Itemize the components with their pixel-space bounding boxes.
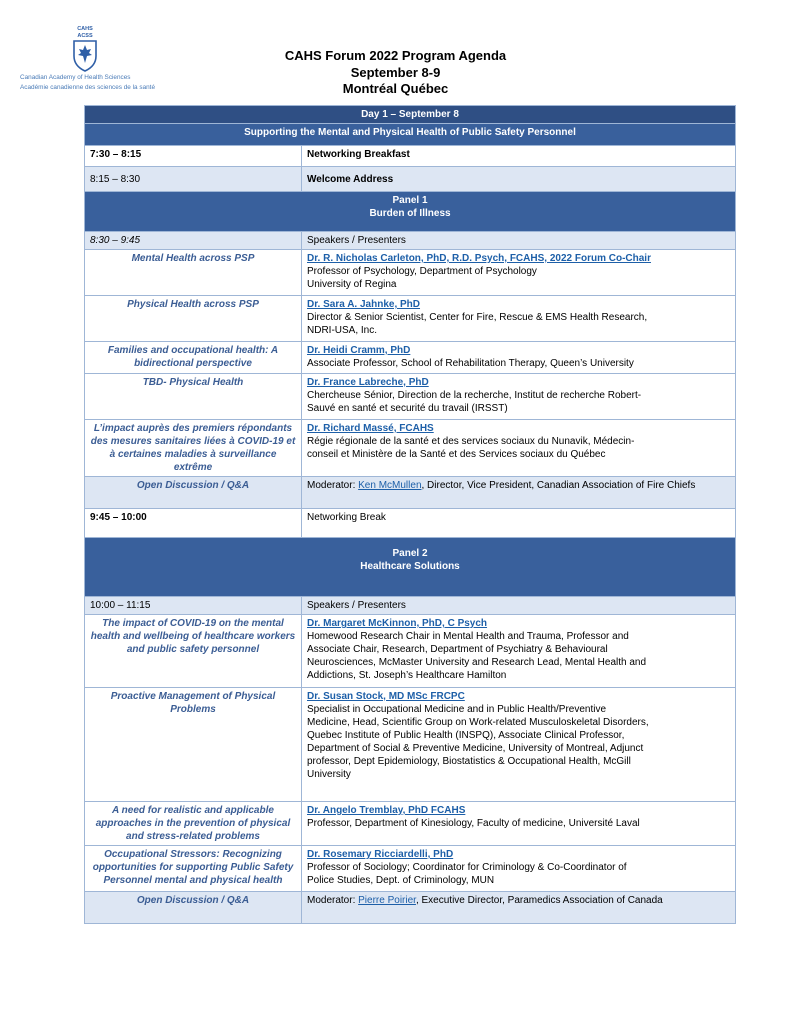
speaker-link[interactable]: Dr. Heidi Cramm, PhD bbox=[307, 345, 411, 356]
talk-speaker bbox=[302, 420, 736, 477]
panel-label: Panel 2 bbox=[392, 548, 428, 559]
speaker-affiliation: University bbox=[307, 769, 351, 780]
speaker-affiliation: Neurosciences, McMaster University and Research Lead, Mental Health and bbox=[307, 657, 647, 668]
theme-row bbox=[85, 124, 736, 146]
speaker-link[interactable]: Dr. R. Nicholas Carleton, PhD, R.D. Psych, FCAHS, 2022 Forum Co-Chair bbox=[307, 253, 651, 264]
talk-speaker bbox=[302, 846, 736, 892]
speaker-affiliation: Associate Professor, School of Rehabilitation Therapy, Queen’s University bbox=[307, 358, 634, 369]
session-title: Networking Break bbox=[302, 509, 736, 538]
speaker-affiliation: NDRI-USA, Inc. bbox=[307, 325, 378, 336]
speaker-affiliation: Régie régionale de la santé et des services sociaux du Nunavik, Médecin- bbox=[307, 436, 635, 447]
talk-topic: Occupational Stressors: Recognizing opportunities for supporting Public Safety Personnel mental and physical health bbox=[85, 846, 302, 892]
talk-topic: Families and occupational health: A bidirectional perspective bbox=[85, 342, 302, 374]
org-name-fr: Académie canadienne des sciences de la santé bbox=[20, 84, 156, 91]
speaker-affiliation: conseil et Ministère de la Santé et des Services sociaux du Québec bbox=[307, 449, 606, 460]
moderator-prefix: Moderator: bbox=[307, 480, 359, 491]
moderator-link[interactable]: Ken McMullen bbox=[358, 480, 422, 491]
speakers-label: Speakers / Presenters bbox=[302, 232, 736, 250]
time-slot: 8:15 – 8:30 bbox=[85, 167, 302, 192]
panel-label: Panel 1 bbox=[392, 195, 428, 206]
talk-topic: TBD- Physical Health bbox=[85, 374, 302, 420]
speaker-affiliation: Sauvé en santé et securité du travail (IRSST) bbox=[307, 403, 508, 414]
agenda-row bbox=[85, 509, 736, 538]
talk-row bbox=[85, 420, 736, 477]
speaker-link[interactable]: Dr. Sara A. Jahnke, PhD bbox=[307, 299, 421, 310]
talk-row bbox=[85, 846, 736, 892]
speaker-affiliation: Addictions, St. Joseph’s Healthcare Hamilton bbox=[307, 670, 507, 681]
speaker-link[interactable]: Dr. Margaret McKinnon, PhD, C Psych bbox=[307, 618, 488, 629]
moderator-link[interactable]: Pierre Poirier bbox=[358, 895, 416, 906]
talk-row bbox=[85, 615, 736, 688]
talk-speaker bbox=[302, 688, 736, 802]
talk-speaker bbox=[302, 374, 736, 420]
talk-row bbox=[85, 802, 736, 846]
org-name-en: Canadian Academy of Health Sciences bbox=[20, 74, 131, 81]
agenda-row bbox=[85, 146, 736, 167]
speaker-affiliation: Associate Chair, Research, Department of Psychiatry & Behavioural bbox=[307, 644, 608, 655]
speaker-affiliation: Specialist in Occupational Medicine and in Public Health/Preventive bbox=[307, 704, 607, 715]
talk-row bbox=[85, 374, 736, 420]
page-title: CAHS Forum 2022 Program Agenda bbox=[284, 48, 507, 63]
document-header bbox=[0, 48, 791, 98]
speakers-label: Speakers / Presenters bbox=[302, 597, 736, 615]
moderator-cell bbox=[302, 477, 736, 509]
event-dates: September 8-9 bbox=[350, 64, 441, 80]
speaker-affiliation: Medicine, Head, Scientific Group on Work-related Musculoskeletal Disorders, bbox=[307, 717, 649, 728]
talk-topic: Physical Health across PSP bbox=[85, 296, 302, 342]
moderator-prefix: Moderator: bbox=[307, 895, 359, 906]
talk-topic: Mental Health across PSP bbox=[85, 250, 302, 296]
talk-row bbox=[85, 342, 736, 374]
speaker-link[interactable]: Dr. France Labreche, PhD bbox=[307, 377, 429, 388]
agenda-row bbox=[85, 232, 736, 250]
talk-speaker bbox=[302, 250, 736, 296]
time-slot: 10:00 – 11:15 bbox=[85, 597, 302, 615]
svg-text:CAHS: CAHS bbox=[77, 26, 93, 32]
agenda-row bbox=[85, 597, 736, 615]
moderator-affiliation: , Executive Director, Paramedics Association of Canada bbox=[415, 895, 663, 906]
talk-topic: The impact of COVID-19 on the mental health and wellbeing of healthcare workers and public safety personnel bbox=[85, 615, 302, 688]
talk-speaker bbox=[302, 342, 736, 374]
discussion-topic: Open Discussion / Q&A bbox=[85, 892, 302, 924]
discussion-row bbox=[85, 477, 736, 509]
speaker-affiliation: Chercheuse Sénior, Direction de la recherche, Institut de recherche Robert- bbox=[307, 390, 642, 401]
speaker-affiliation: Quebec Institute of Public Health (INSPQ), Associate Clinical Professor, bbox=[307, 730, 625, 741]
theme-heading: Supporting the Mental and Physical Health of Public Safety Personnel bbox=[85, 124, 736, 146]
speaker-affiliation: Professor of Sociology; Coordinator for Criminology & Co-Coordinator of bbox=[307, 862, 627, 873]
agenda-row bbox=[85, 167, 736, 192]
speaker-affiliation: Homewood Research Chair in Mental Health and Trauma, Professor and bbox=[307, 631, 629, 642]
agenda-table bbox=[84, 105, 736, 924]
speaker-affiliation: Department of Social & Preventive Medicine, University of Montreal, Adjunct bbox=[307, 743, 644, 754]
session-title: Welcome Address bbox=[302, 167, 736, 192]
discussion-row bbox=[85, 892, 736, 924]
time-slot: 8:30 – 9:45 bbox=[85, 232, 302, 250]
panel-subtitle: Burden of Illness bbox=[369, 208, 451, 219]
talk-speaker bbox=[302, 802, 736, 846]
talk-row bbox=[85, 296, 736, 342]
talk-row bbox=[85, 250, 736, 296]
time-slot: 9:45 – 10:00 bbox=[85, 509, 302, 538]
panel-heading bbox=[85, 192, 736, 232]
speaker-affiliation: Professor of Psychology, Department of Psychology bbox=[307, 266, 537, 277]
moderator-affiliation: , Director, Vice President, Canadian Association of Fire Chiefs bbox=[421, 480, 696, 491]
panel-heading bbox=[85, 538, 736, 597]
speaker-link[interactable]: Dr. Angelo Tremblay, PhD FCAHS bbox=[307, 805, 466, 816]
speaker-link[interactable]: Dr. Richard Massé, FCAHS bbox=[307, 423, 434, 434]
speaker-affiliation: professor, Dept Epidemiology, Biostatistics & Occupational Health, McGill bbox=[307, 756, 631, 767]
talk-row bbox=[85, 688, 736, 802]
talk-speaker bbox=[302, 615, 736, 688]
day-heading: Day 1 – September 8 bbox=[85, 106, 736, 124]
day-row bbox=[85, 106, 736, 124]
speaker-link[interactable]: Dr. Rosemary Ricciardelli, PhD bbox=[307, 849, 454, 860]
discussion-topic: Open Discussion / Q&A bbox=[85, 477, 302, 509]
speaker-affiliation: Professor, Department of Kinesiology, Faculty of medicine, Université Laval bbox=[307, 818, 640, 829]
speaker-link[interactable]: Dr. Susan Stock, MD MSc FRCPC bbox=[307, 691, 465, 702]
talk-topic: Proactive Management of Physical Problems bbox=[85, 688, 302, 802]
speaker-affiliation: Police Studies, Dept. of Criminology, MUN bbox=[307, 875, 495, 886]
panel-heading-row bbox=[85, 538, 736, 597]
panel-heading-row bbox=[85, 192, 736, 232]
talk-speaker bbox=[302, 296, 736, 342]
speaker-affiliation: University of Regina bbox=[307, 279, 397, 290]
time-slot: 7:30 – 8:15 bbox=[85, 146, 302, 167]
svg-text:ACSS: ACSS bbox=[77, 33, 93, 39]
moderator-cell bbox=[302, 892, 736, 924]
talk-topic: L’impact auprès des premiers répondants des mesures sanitaires liées à COVID-19 et à certaines maladies à surveillance extrême bbox=[85, 420, 302, 477]
panel-subtitle: Healthcare Solutions bbox=[360, 561, 460, 572]
speaker-affiliation: Director & Senior Scientist, Center for Fire, Rescue & EMS Health Research, bbox=[307, 312, 648, 323]
event-location: Montréal Québec bbox=[342, 81, 449, 96]
session-title: Networking Breakfast bbox=[302, 146, 736, 167]
talk-topic: A need for realistic and applicable approaches in the prevention of physical and stress-related problems bbox=[85, 802, 302, 846]
